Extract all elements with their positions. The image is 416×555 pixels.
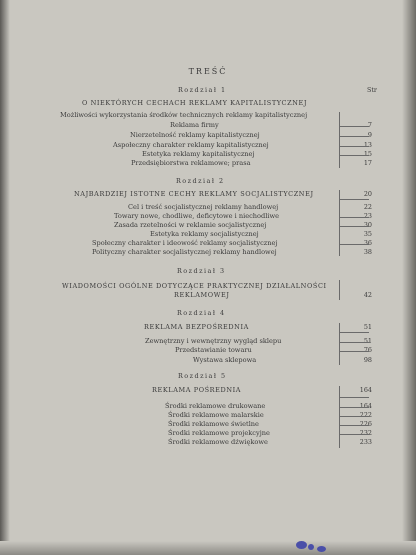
toc-entry: Zasada rzetelności w reklamie socjalistycznej bbox=[114, 221, 267, 229]
divider bbox=[339, 155, 369, 156]
divider bbox=[339, 342, 369, 343]
divider bbox=[339, 136, 369, 137]
divider bbox=[339, 425, 369, 426]
chapter-3-heading-line2: REKLAMOWEJ bbox=[174, 291, 230, 299]
page-title: TREŚĆ bbox=[188, 67, 228, 76]
toc-page-number: 17 bbox=[363, 159, 372, 167]
ink-stamp-mark bbox=[296, 541, 307, 549]
toc-entry: Cel i treść socjalistycznej reklamy handlowej bbox=[128, 203, 279, 211]
toc-entry: Towary nowe, chodliwe, deficytowe i niechodliwe bbox=[114, 212, 280, 220]
toc-page-number: 226 bbox=[359, 420, 372, 428]
toc-entry: Wystawa sklepowa bbox=[193, 356, 257, 364]
chapter-2-heading: NAJBARDZIEJ ISTOTNE CECHY REKLAMY SOCJALISTYCZNEJ bbox=[74, 190, 314, 198]
divider bbox=[339, 226, 369, 227]
toc-entry: Estetyka reklamy socjalistycznej bbox=[150, 230, 259, 238]
toc-page-number: 22 bbox=[363, 203, 372, 211]
page-left-shadow bbox=[0, 0, 10, 555]
divider bbox=[339, 332, 369, 333]
divider bbox=[339, 190, 340, 256]
chapter-1-heading: O NIEKTÓRYCH CECHACH REKLAMY KAPITALISTYCZNEJ bbox=[82, 99, 308, 107]
chapter-3-label: Rozdział 3 bbox=[177, 267, 226, 275]
divider bbox=[339, 112, 340, 168]
divider bbox=[339, 146, 369, 147]
divider bbox=[339, 217, 369, 218]
toc-entry: Reklama firmy bbox=[170, 121, 219, 129]
toc-page-number: 9 bbox=[367, 131, 372, 139]
divider bbox=[339, 199, 369, 200]
page-bottom-shadow bbox=[0, 541, 416, 555]
toc-entry: Zewnętrzny i wewnętrzny wygląd sklepu bbox=[145, 337, 282, 345]
toc-entry: Środki reklamowe malarskie bbox=[168, 411, 264, 419]
toc-page-number: 233 bbox=[359, 438, 372, 446]
divider bbox=[339, 126, 369, 127]
toc-page-number: 222 bbox=[359, 411, 372, 419]
toc-page-number: 38 bbox=[363, 248, 372, 256]
chapter-3-heading-line1: WIADOMOŚCI OGÓLNE DOTYCZĄCE PRAKTYCZNEJ DZIAŁALNOŚCI bbox=[62, 282, 327, 290]
toc-page-number: 42 bbox=[363, 291, 372, 299]
toc-entry: Środki reklamowe projekcyjne bbox=[168, 429, 270, 437]
toc-page-number: 98 bbox=[363, 356, 372, 364]
toc-entry: Przedstawianie towaru bbox=[175, 346, 252, 354]
toc-entry: Środki reklamowe dźwiękowe bbox=[168, 438, 268, 446]
toc-page-number: 7 bbox=[367, 121, 372, 129]
toc-page-number: 232 bbox=[359, 429, 372, 437]
page-right-shadow bbox=[402, 0, 416, 555]
divider bbox=[339, 280, 340, 300]
toc-page-number: 15 bbox=[363, 150, 372, 158]
toc-page-number: 164 bbox=[359, 402, 372, 410]
chapter-4-label: Rozdział 4 bbox=[177, 309, 226, 317]
toc-entry: Środki reklamowe drukowane bbox=[165, 402, 266, 410]
toc-page-number: 164 bbox=[359, 386, 372, 394]
toc-page-number: 20 bbox=[363, 190, 372, 198]
toc-page-number: 30 bbox=[363, 221, 372, 229]
divider bbox=[339, 323, 340, 365]
toc-page-number: 76 bbox=[363, 346, 372, 354]
toc-page-number: 23 bbox=[363, 212, 372, 220]
toc-entry: Społeczny charakter i ideowość reklamy socjalistycznej bbox=[92, 239, 278, 247]
toc-page-number: 35 bbox=[363, 230, 372, 238]
toc-page-number: 36 bbox=[363, 239, 372, 247]
divider bbox=[339, 386, 340, 448]
toc-entry: Aspołeczny charakter reklamy kapitalistycznej bbox=[113, 141, 269, 149]
chapter-5-heading: REKLAMA POŚREDNIA bbox=[152, 386, 242, 394]
toc-entry: Możliwości wykorzystania środków technicznych reklamy kapitalistycznej bbox=[60, 111, 308, 119]
divider bbox=[339, 244, 369, 245]
toc-page-number: 51 bbox=[363, 323, 372, 331]
toc-entry: Nierzetelność reklamy kapitalistycznej bbox=[130, 131, 260, 139]
divider bbox=[339, 351, 369, 352]
toc-page-number: 51 bbox=[363, 337, 372, 345]
ink-stamp-mark bbox=[308, 544, 314, 550]
toc-entry: Środki reklamowe świetlne bbox=[168, 420, 259, 428]
chapter-4-heading: REKLAMA BEZPOŚREDNIA bbox=[144, 323, 249, 331]
divider bbox=[339, 416, 369, 417]
divider bbox=[339, 407, 369, 408]
divider bbox=[339, 397, 369, 398]
toc-entry: Estetyka reklamy kapitalistycznej bbox=[142, 150, 255, 158]
toc-entry: Przedsiębiorstwa reklamowe; prasa bbox=[131, 159, 251, 167]
divider bbox=[339, 434, 369, 435]
page-column-header: Str bbox=[366, 86, 377, 94]
chapter-2-label: Rozdział 2 bbox=[176, 177, 225, 185]
chapter-1-label: Rozdział 1 bbox=[178, 86, 227, 94]
toc-entry: Polityczny charakter socjalistycznej reklamy handlowej bbox=[92, 248, 277, 256]
ink-stamp-mark bbox=[317, 546, 326, 552]
toc-page-number: 13 bbox=[363, 141, 372, 149]
chapter-5-label: Rozdział 5 bbox=[178, 372, 227, 380]
